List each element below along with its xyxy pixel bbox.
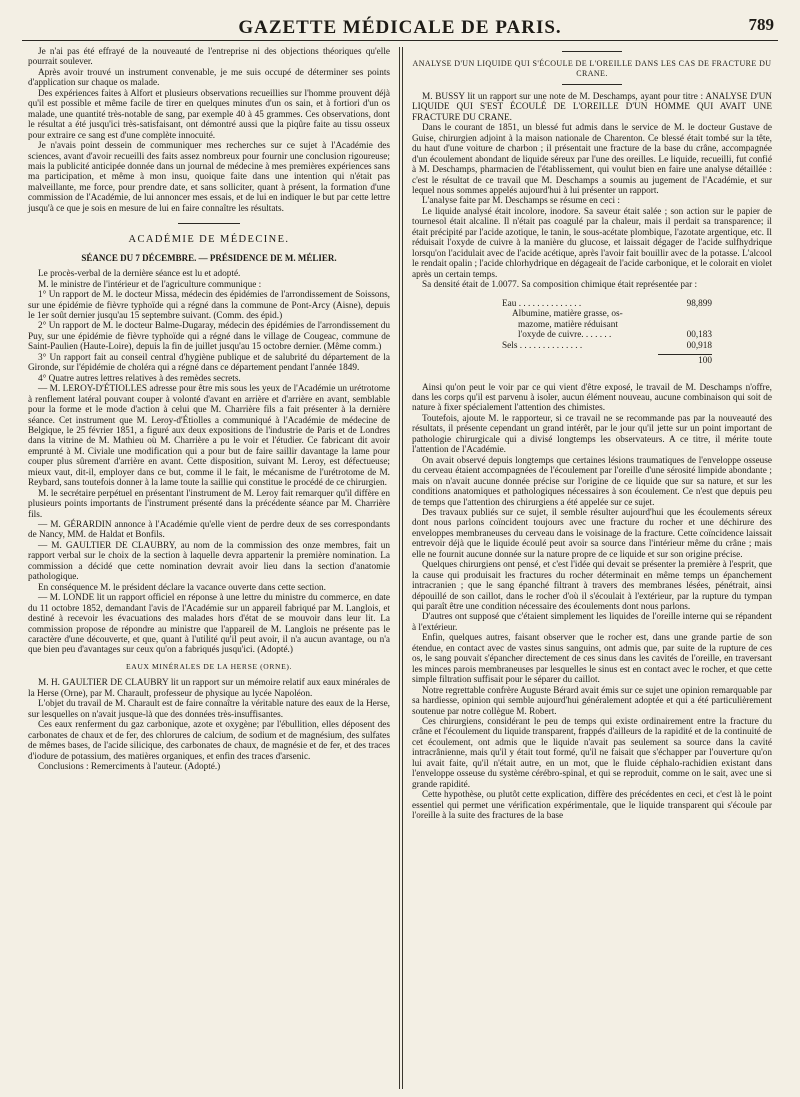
table-cell-label: l'oxyde de cuivre. . . . . . . — [518, 330, 612, 341]
paragraph: Des travaux publiés sur ce sujet, il semble résulter aujourd'hui que les écoulements séreux dont nous parlons coïncident toujours avec une fracture du rocher et une déchirure des enveloppes membraneuses du cerveau dans le voisinage de la fracture. Cette coïncidence laissait entrevoir déjà que le liquide écoulé peut avoir sa source dans l'intérieur même du crâne ; mais elle ne fournit aucune donnée sur la nature propre de ce liquide et sur son origine précise. — [412, 507, 772, 560]
paragraph: Conclusions : Remerciments à l'auteur. (Adopté.) — [38, 762, 221, 772]
paragraph: M. BUSSY lit un rapport sur une note de M. Deschamps, ayant pour titre : ANALYSE D'UN LIQUIDE QUI S'EST ÉCOULÉ DE L'OREILLE D'UN HOMME QUI AVAIT UNE FRACTURE DU CRANE. — [412, 91, 772, 123]
paragraph: Dans le courant de 1851, un blessé fut admis dans le service de M. le docteur Gustave de Guise, chirurgien adjoint à la maison nationale de Charenton. Ce blessé était tombé sur la tête, du haut d'une voiture de charbon ; il présentait une fracture de la base du crâne, accompagnée d'un écoulement abondant de liquide séreux par l'une des oreilles. Le liquide, recueilli, fut confié à M. Deschamps, pharmacien de l'établissement, qui voulut bien en faire une analyse détaillée : c'est le résultat de ce travail que M. Deschamps a soumis au jugement de l'Académie, et sur lequel nous sommes appelés aujourd'hui à lui présenter un rapport. — [412, 123, 772, 196]
page-header — [22, 14, 778, 41]
paragraph: Le procès-verbal de la dernière séance est lu et adopté. — [38, 269, 241, 280]
paragraph: — M. LEROY-D'ÉTIOLLES adresse pour être mis sous les yeux de l'Académie un urétrotome à renflement latéral pouvant couper à volonté d'avant en arrière et d'arrière en avant, semblable pour la forme et le mode d'action à celui que M. Charrière fils a fait présenter à la dernière séance. Cet instrument que M. Leroy-d'Étiolles a communiqué à l'Académie de médecine de Belgique, le 25 février 1851, a figuré aux deux expositions de l'industrie de Paris et de Londres dans la vitrine de M. Mathieu où M. Charrière a pu le voir et l'étudier. Ce fabricant dit avoir emprunté à M. Civiale une modification qui a pour but de faire saillir davantage la lame pour couper plus sûrement d'arrière en avant. Cette disposition, suivant M. Leroy, est défectueuse; mieux vaut, dit-il, employer dans ce but, comme il le fait, le mécanisme de l'urétrotome de M. Reybard, sans toutefois donner à la lame toute la saillie qui constitue le procédé de ce chirurgien. — [28, 384, 390, 489]
paragraph: M. le secrétaire perpétuel en présentant l'instrument de M. Leroy fait remarquer qu'il diffère en plusieurs points importants de l'instrument présenté dans la précédente séance par M. Charrière fils. — [28, 488, 390, 520]
paragraph: Le liquide analysé était incolore, inodore. Sa saveur était salée ; son action sur le papier de tournesol était alcaline. Il n'était pas coagulé par la chaleur, mais il perdait sa transparence; il était précipité par l'acide azotique, le tanin, le sous-acétate plombique, l'azotate argentique, etc. Il réduisait l'oxyde de cuivre à la manière du glucose, et laissait dégager de l'acide sulfhydrique lorsqu'on l'acidulait avec de l'acide acétique, après l'avoir fait bouillir avec de la potasse. L'alcool le rendait opalin ; l'acide chlorhydrique en dégageait de l'acide carbonique, et le colorait en violet après un certain temps. — [412, 206, 772, 280]
heading-rule — [562, 84, 622, 85]
table-cell-label: Sels . . . . . . . . . . . . . . — [502, 340, 583, 351]
article-heading: ANALYSE D'UN LIQUIDE QUI S'ÉCOULE DE L'OREILLE DANS LES CAS DE FRACTURE DU CRANE. — [412, 59, 772, 79]
table-sum-rule — [658, 354, 712, 355]
paragraph: Cette hypothèse, ou plutôt cette explication, diffère des précédentes en ceci, et c'est là le point essentiel qui permet une vérification expérimentale, que le liquide transparent qui s'écoule par l'oreille à la suite des fractures de la base — [412, 790, 772, 822]
table-cell-label: Albumine, matière grasse, os- — [512, 309, 623, 320]
paragraph: On avait observé depuis longtemps que certaines lésions traumatiques de l'enveloppe osseuse du cerveau étaient accompagnées de l'écoulement par l'oreille d'une sérosité limpide abondante ; mais on n'avait aucune donnée précise sur l'origine de ce liquide que sur sa nature, et sur les conditions anatomiques et pathologiques nécessaires à son écoulement. Ce n'est que depuis peu de temps que l'attention des chirurgiens a été appelée sur ce sujet. — [412, 455, 772, 508]
paragraph: D'autres ont supposé que c'étaient simplement les liquides de l'oreille interne qui se répandent à l'extérieur. — [412, 612, 772, 633]
paragraph: 3° Un rapport fait au conseil central d'hygiène publique et de salubrité du département de la Gironde, sur l'épidémie de choléra qui a régné dans ce département pendant l'année 1849. — [28, 352, 390, 374]
paragraph: Toutefois, ajoute M. le rapporteur, si ce travail ne se recommande pas par la nouveauté des résultats, il présente cependant un grand intérêt, par le jour qu'il jette sur un point important de pathologie chirurgicale qui a divisé longtemps les observateurs. A ce titre, il mérite toute l'attention de l'Académie. — [412, 413, 772, 456]
paragraph: Quelques chirurgiens ont pensé, et c'est l'idée qui devait se présenter la première à l'esprit, que la cause qui produisait les fractures du rocher déterminait en même temps un épanchement intracranien ; que le sang épanché filtrant à travers des membranes lésées, pénétrait, ainsi dépouillé de son caillot, dans le rocher d'où il s'écoulait à l'extérieur, par la rupture du tympan qui paraît être une condition nécessaire des écoulements dont nous parlons. — [412, 560, 772, 613]
paragraph: M. le ministre de l'intérieur et de l'agriculture communique : — [38, 279, 262, 290]
paragraph: 4° Quatre autres lettres relatives à des remèdes secrets. — [38, 373, 241, 384]
section-heading: ACADÉMIE DE MÉDECINE. — [128, 234, 290, 246]
paragraph: En conséquence M. le président déclare la vacance ouverte dans cette section. — [38, 582, 326, 593]
table-cell-value: 00,918 — [686, 340, 712, 351]
paragraph: L'objet du travail de M. Charault est de faire connaître la véritable nature des eaux de la Herse, sur lesquelles on n'avait jusque-là que des données très-insuffisantes. — [28, 699, 390, 720]
table-row — [518, 330, 712, 341]
paragraph: Ces eaux renferment du gaz carbonique, azote et oxygène; par l'ébullition, elles déposent des carbonates de chaux et de fer, des chlorures de calcium, de sodium et de magnésium, des sulfates de mêmes bases, de l'acide silicique, des carbonates de chaux, de magnésie et de fer, et des traces d'iodure de potassium, des matières organiques, et enfin des traces d'arsenic. — [28, 720, 390, 762]
subsection-heading: EAUX MINÉRALES DE LA HERSE (ORNE). — [126, 661, 292, 671]
paragraph: — M. GÉRARDIN annonce à l'Académie qu'elle vient de perdre deux de ses correspondants de Nancy, MM. de Haldat et Bonfils. — [28, 520, 390, 541]
paragraph: Des expériences faites à Alfort et plusieurs observations recueillies sur l'homme prouvent déjà qu'il est possible et même facile de tirer en quelques minutes d'un os sain, et à fortiori d'un os malade, une quantité très-notable de sang, par exemple 40 à 45 grammes. Ces observations, dont le résultat a été jusqu'ici très-satisfaisant, ont démontré aussi que la piqûre faite au tissu osseux pour extraire ce sang est d'une complète innocuité. — [28, 88, 390, 141]
table-row — [518, 320, 712, 331]
paragraph: Après avoir trouvé un instrument convenable, je me suis occupé de déterminer ses points d'application sur chaque os malade. — [28, 67, 390, 89]
table-row — [502, 299, 712, 310]
table-cell-value: 98,899 — [686, 298, 712, 309]
section-rule — [178, 223, 240, 224]
page-number: 789 — [748, 15, 774, 34]
paragraph: 2° Un rapport de M. le docteur Balme-Dugaray, médecin des épidémies de l'arrondissement du Puy, sur une épidémie de fièvre typhoïde qui a régné dans le village de Cougeac, commune de Saint-Paulien (Haute-Loire), depuis la fin de juillet jusqu'au 15 octobre dernier. (Même comm.) — [28, 321, 390, 353]
table-row — [512, 309, 712, 320]
journal-title: GAZETTE MÉDICALE DE PARIS. — [238, 17, 562, 38]
table-total: 100 — [698, 355, 712, 366]
paragraph: 1° Un rapport de M. le docteur Missa, médecin des épidémies de l'arrondissement de Soissons, sur une épidémie de fièvre typhoïde qui a régné dans la commune de Pont-Arcy (Aisne), depuis le 1er soût dernier jusqu'au 15 septembre suivant. (Comm. des épid.) — [28, 290, 390, 321]
paragraph: Enfin, quelques autres, faisant observer que le rocher est, dans une grande partie de son étendue, en contact avec de vastes sinus sanguins, ont admis que, par suite de la rupture de ces os, le sang pouvait s'épancher directement de ces sinus dans les cavités de l'oreille, en traversant les minces parois membraneuses par lesquelles le sinus est en contact avec le rocher, et que cette simple filtration suffisait pour le séparer du caillot. — [412, 633, 772, 686]
paragraph: Je n'ai pas été effrayé de la nouveauté de l'entreprise ni des objections théoriques qu'elle pourrait soulever. — [28, 47, 390, 68]
right-column — [412, 47, 772, 1089]
table-cell-label: Eau . . . . . . . . . . . . . . — [502, 298, 582, 309]
left-column — [28, 47, 390, 1089]
paragraph: — M. LONDE lit un rapport officiel en réponse à une lettre du ministre du commerce, en date du 11 octobre 1852, demandant l'avis de l'Académie sur un appareil fabriqué par M. Langlois, et destiné à recevoir les évacuations des malades hors d'état de se mouvoir dans leur lit. La commission propose de répondre au ministre que l'appareil de M. Langlois ne présente pas le caractère d'une découverte, et que, quant à l'utilité qu'il peut avoir, il n'a aucun avantage, ou n'a que bien peu d'avantages sur ceux qu'on a fabriqués jusqu'ici. (Adopté.) — [28, 593, 390, 656]
table-cell-label: mazome, matière réduisant — [518, 319, 618, 330]
paragraph: M. H. GAULTIER DE CLAUBRY lit un rapport sur un mémoire relatif aux eaux minérales de la Herse (Orne), par M. Charault, professeur de physique au lycée Napoléon. — [28, 678, 390, 699]
heading-rule — [562, 51, 622, 52]
paragraph: Sa densité était de 1.0077. Sa composition chimique était représentée par : — [422, 280, 698, 291]
paragraph: Ainsi qu'on peut le voir par ce qui vient d'être exposé, le travail de M. Deschamps n'offre, dans les corps qu'il est parvenu à isoler, aucun élément nouveau, aucune combinaison qui soit de nature à fixer spécialement l'attention des chimistes. — [412, 382, 772, 414]
table-row — [502, 341, 712, 352]
paragraph: Notre regrettable confrère Auguste Bérard avait émis sur ce sujet une opinion remarquable par sa hardiesse, opinion qui semble aujourd'hui généralement adoptée et qui a été particulièrement soutenue par notre collègue M. Robert. — [412, 685, 772, 717]
table-total-row — [502, 356, 712, 367]
table-cell-value: 00,183 — [686, 330, 712, 341]
paragraph: L'analyse faite par M. Deschamps se résume en ceci : — [422, 196, 620, 207]
composition-table — [412, 299, 772, 377]
column-divider — [399, 47, 400, 1089]
paragraph: Ces chirurgiens, considérant le peu de temps qui existe ordinairement entre la fracture du crâne et l'écoulement du liquide transparent, frappés d'ailleurs de la rapidité et de la continuité de cet écoulement, ont admis que le liquide n'avait pas seulement sa source dans la cavité intracrânienne, mais qu'il y était tout formé, qu'il ne faisait que s'échapper par l'ouverture qu'on lui avait faite, qu'il n'était autre, en un mot, que le fluide céphalo-rachidien existant dans l'enveloppe osseuse du système cérébro-spinal, et qui se reproduit, comme on le sait, avec une si grande rapidité. — [412, 717, 772, 790]
paragraph: Je n'avais point dessein de communiquer mes recherches sur ce sujet à l'Académie des sciences, avant d'avoir recueilli des faits assez nombreux pour fournir une conclusion rigoureuse; mais la publicité anticipée donnée dans un journal de médecine à mes premières expériences sans ma participation, et même à mon insu, quoique faite dans une intention qui n'était pas malveillante, me force, pour prendre date, et sans solliciter, quant à présent, la formation d'une commission de l'Académie, de lui annoncer mes essais, et de lui en indiquer le but par cette lettre jusqu'à ce que je sois en mesure de lui en faire connaître les résultats. — [28, 141, 390, 214]
paragraph: — M. GAULTIER DE CLAUBRY, au nom de la commission des onze membres, fait un rapport verbal sur le choix de la section à laquelle devra appartenir la première nomination. La commission a décidé que cette nomination devrait avoir lieu dans la section d'anatomie pathologique. — [28, 540, 390, 583]
session-heading: SÉANCE DU 7 DÉCEMBRE. — PRÉSIDENCE DE M. MÉLIER. — [81, 252, 337, 263]
column-divider-inner — [402, 47, 403, 1089]
